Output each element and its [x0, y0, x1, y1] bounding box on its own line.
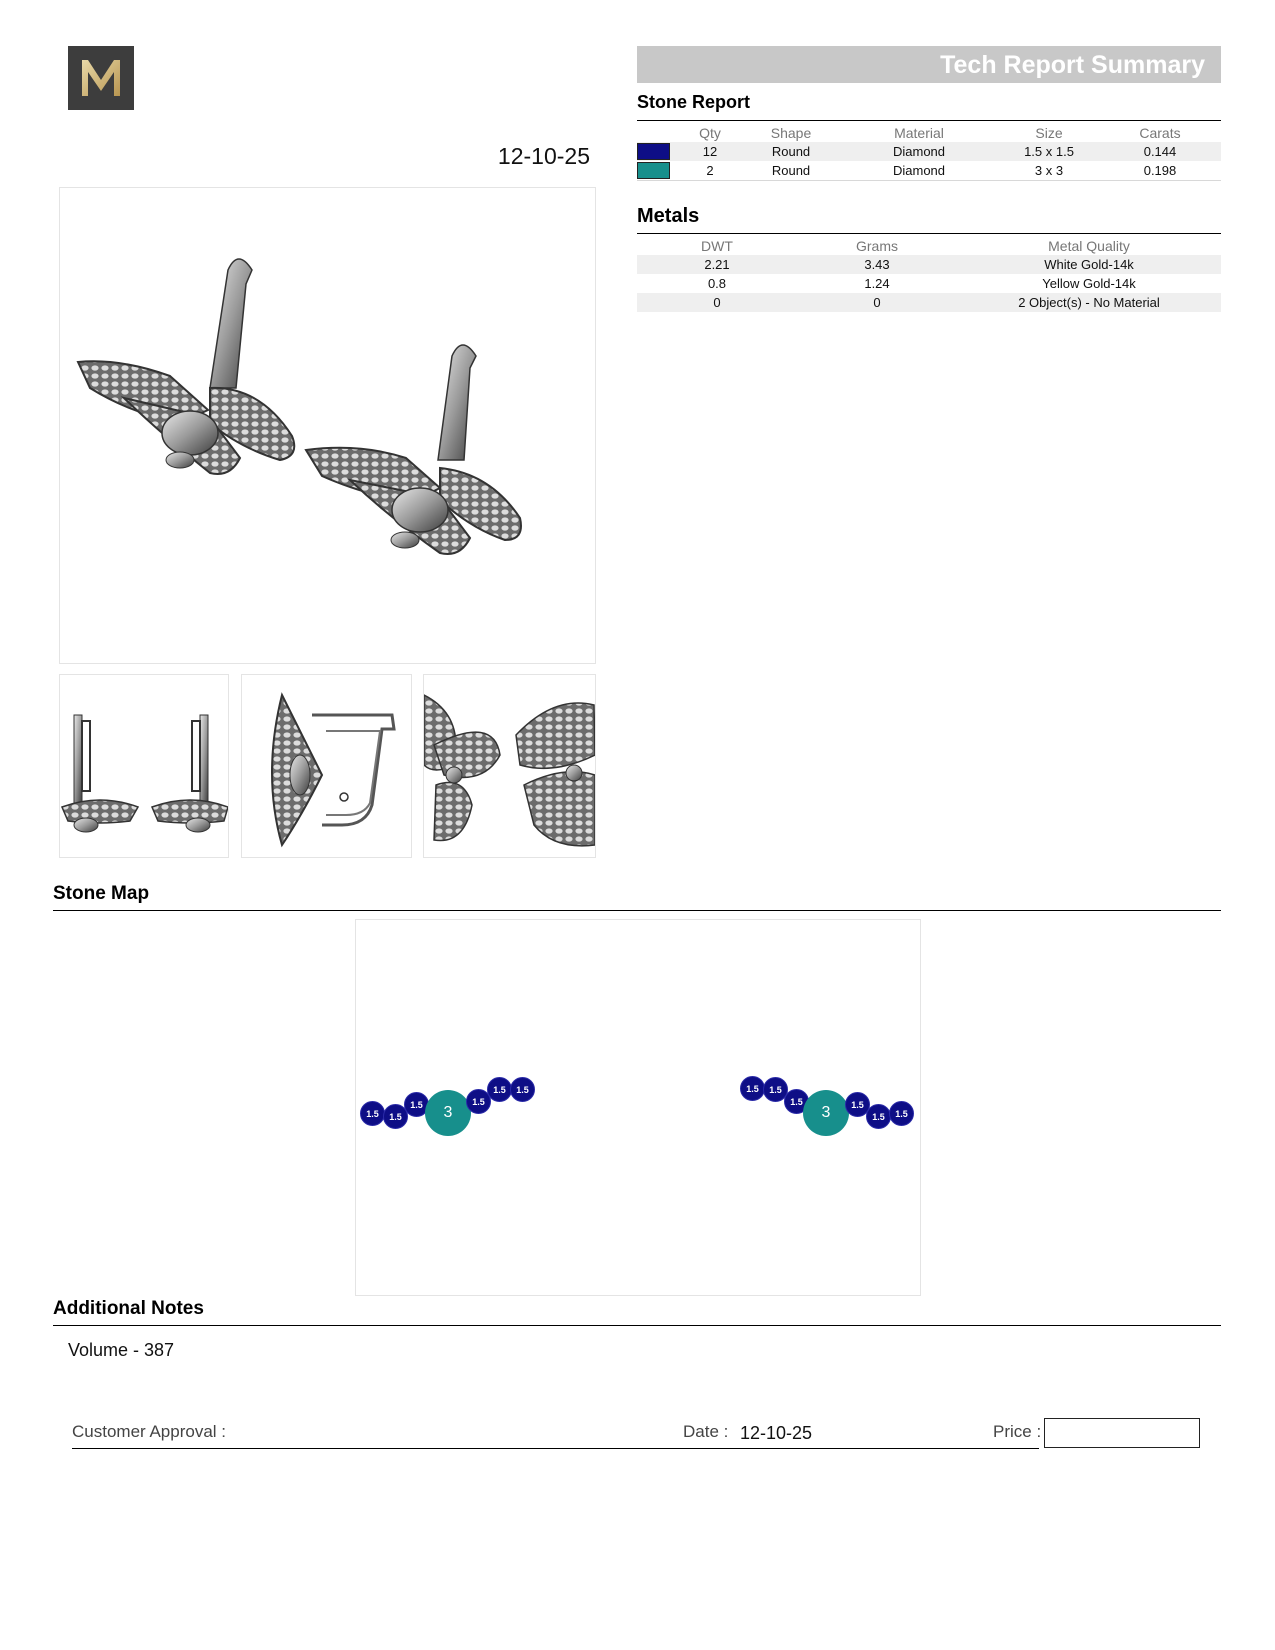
metal-grams: 0	[797, 293, 957, 312]
report-title-banner	[637, 46, 1221, 83]
stone-marker: 1.5	[784, 1089, 809, 1114]
approval-date-value: 12-10-25	[740, 1423, 813, 1443]
metals-table	[637, 236, 1221, 312]
stone-map-diagram	[355, 919, 921, 1296]
stone-marker-large: 3	[803, 1090, 849, 1136]
stone-color-swatch	[637, 162, 670, 179]
column-header-carats: Carats	[1139, 124, 1181, 141]
stone-qty: 2	[677, 161, 743, 181]
stone-material: Diamond	[839, 142, 999, 161]
metal-dwt: 0.8	[707, 276, 727, 291]
side-view-image	[242, 675, 411, 857]
front-view-image	[60, 675, 228, 857]
stone-marker: 1.5	[383, 1104, 408, 1129]
price-label: Price :	[993, 1422, 1042, 1441]
thumbnail-top-view	[423, 674, 596, 858]
stone-marker: 1.5	[466, 1089, 491, 1114]
table-row	[637, 293, 1221, 312]
additional-notes-title: Additional Notes	[53, 1298, 204, 1319]
stone-marker-large: 3	[425, 1090, 471, 1136]
metal-dwt: 0	[637, 293, 797, 312]
report-date: 12-10-25	[497, 143, 590, 169]
approval-signature-line	[72, 1448, 1039, 1449]
customer-approval-label: Customer Approval :	[72, 1422, 227, 1441]
column-header-shape: Shape	[770, 124, 812, 141]
stone-shape: Round	[743, 161, 839, 181]
report-title: Tech Report Summary	[940, 51, 1205, 79]
stone-report-title: Stone Report	[637, 92, 751, 112]
stone-size: 1.5 x 1.5	[999, 142, 1099, 161]
stone-marker: 1.5	[510, 1077, 535, 1102]
stone-map-rule	[53, 910, 1221, 911]
table-row	[637, 142, 1221, 161]
table-row	[637, 274, 1221, 293]
thumbnail-side-view	[241, 674, 412, 858]
stone-carats: 0.198	[1099, 161, 1221, 181]
metal-grams: 1.24	[864, 276, 890, 291]
stone-marker: 1.5	[487, 1077, 512, 1102]
stone-shape: Round	[743, 142, 839, 161]
stone-marker: 1.5	[360, 1101, 385, 1126]
metal-grams: 3.43	[797, 255, 957, 274]
stone-qty: 12	[677, 142, 743, 161]
thumbnail-front-view	[59, 674, 229, 858]
main-product-render	[59, 187, 596, 664]
table-row	[637, 161, 1221, 181]
column-header-metal-quality: Metal Quality	[1048, 237, 1130, 254]
notes-volume: Volume - 387	[68, 1340, 175, 1360]
column-header-grams: Grams	[856, 237, 898, 254]
stone-marker: 1.5	[889, 1101, 914, 1126]
metal-quality: Yellow Gold-14k	[1042, 276, 1136, 291]
stone-map-title: Stone Map	[53, 883, 150, 904]
logo-m-icon	[68, 46, 134, 110]
approval-date-label: Date :	[683, 1422, 729, 1441]
metals-rule	[637, 233, 1221, 234]
stone-marker: 1.5	[740, 1076, 765, 1101]
top-view-image	[424, 675, 595, 857]
stone-marker: 1.5	[866, 1104, 891, 1129]
metal-quality: White Gold-14k	[957, 255, 1221, 274]
stone-marker: 1.5	[404, 1092, 429, 1117]
column-header-dwt: DWT	[701, 237, 733, 254]
metal-dwt: 2.21	[637, 255, 797, 274]
notes-rule	[53, 1325, 1221, 1326]
stone-carats: 0.144	[1099, 142, 1221, 161]
earrings-render-image	[60, 188, 595, 663]
company-logo	[68, 46, 134, 110]
metals-title: Metals	[637, 205, 700, 227]
column-header-swatch	[637, 123, 677, 142]
stone-report-rule	[637, 120, 1221, 121]
stone-marker: 1.5	[845, 1092, 870, 1117]
stone-marker: 1.5	[763, 1077, 788, 1102]
column-header-qty: Qty	[699, 124, 721, 141]
metal-quality: 2 Object(s) - No Material	[957, 293, 1221, 312]
column-header-size: Size	[1035, 124, 1063, 141]
stone-size: 3 x 3	[999, 161, 1099, 181]
table-row	[637, 255, 1221, 274]
column-header-material: Material	[894, 124, 944, 141]
stone-color-swatch	[637, 143, 670, 160]
price-input[interactable]	[1044, 1418, 1200, 1448]
stone-report-table	[637, 123, 1221, 181]
stone-material: Diamond	[839, 161, 999, 181]
